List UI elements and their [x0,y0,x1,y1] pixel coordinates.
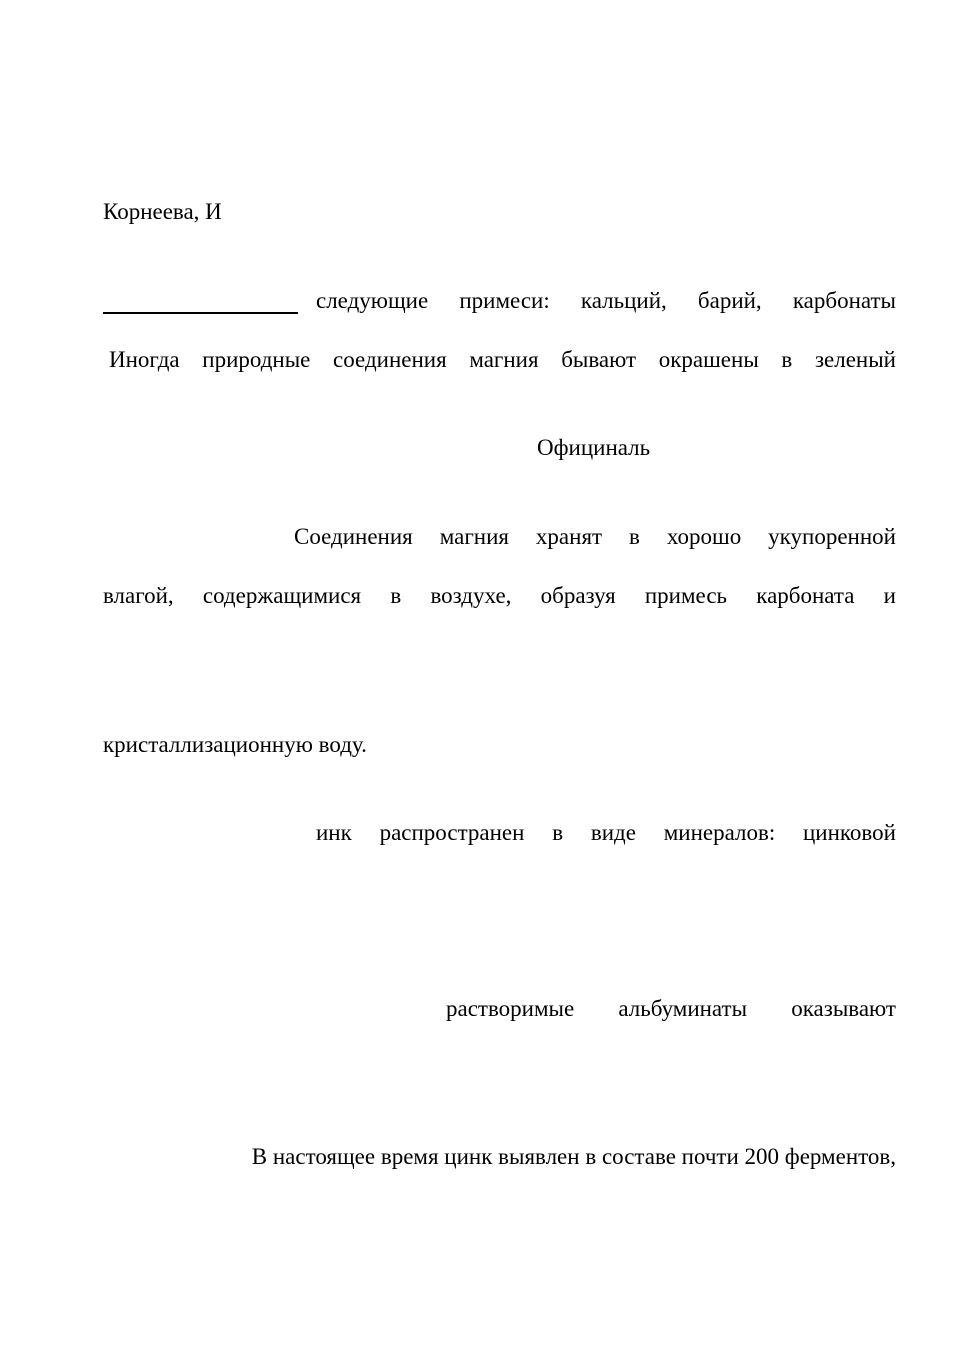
crystal-water-line: кристаллизационную воду. [103,732,367,757]
word: и [883,583,896,608]
word: образуя [540,583,616,608]
word: в [781,347,793,372]
word: карбоната [756,583,855,608]
word: воздухе, [430,583,512,608]
word: альбуминаты [618,996,748,1021]
word: в [629,524,640,549]
word: барий, [697,288,762,313]
zinc-minerals-line [316,819,896,847]
word: примеси: [459,288,550,313]
albuminates-line [446,995,896,1023]
word: распространен [379,820,525,845]
word: соединения [333,347,447,372]
word: карбонаты [792,288,896,313]
word: окрашены [658,347,759,372]
word: в [552,820,564,845]
word: природные [202,347,311,372]
word: влагой, [103,583,174,608]
word: минералов: [663,820,776,845]
official-heading: Официналь [537,435,651,460]
word: Иногда [109,347,180,372]
word: магния [439,524,509,549]
word: зеленый [814,347,896,372]
word: Соединения [294,524,413,549]
enzymes-line: В настоящее время цинк выявлен в составе почти 200 ферментов, [251,1144,896,1169]
word: магния [469,347,539,372]
word: бывают [561,347,637,372]
word: примесь [644,583,728,608]
word: виде [590,820,636,845]
color-line [109,346,896,374]
blank-underline [103,312,298,314]
word: в [390,583,402,608]
word: кальций, [580,288,667,313]
word: оказывают [791,996,896,1021]
storage-line [294,523,896,551]
moisture-line [103,582,896,610]
author-line: Корнеева, И [103,199,222,224]
word: растворимые [446,996,575,1021]
impurities-line [316,287,896,315]
word: следующие [316,288,429,313]
word: цинковой [803,820,896,845]
word: содержащимися [202,583,362,608]
word: хранят [535,524,603,549]
word: укупоренной [768,524,896,549]
word: инк [316,820,352,845]
word: хорошо [666,524,742,549]
